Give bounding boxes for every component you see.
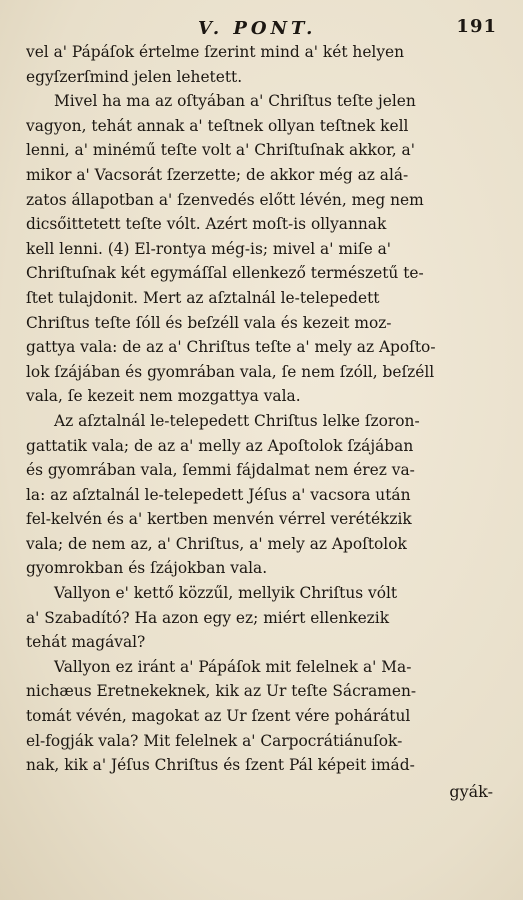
text-line: egyſzerſmind jelen lehetett.	[26, 67, 243, 86]
text-line: gattya vala: de az a' Chriſtus teſte a' mely az Apoſto-	[26, 338, 436, 357]
text-line: tehát magával?	[26, 633, 146, 652]
catchword: gyák-	[449, 781, 493, 801]
text-line: lenni, a' minémű teſte volt a' Chriſtuſnak akkor, a'	[26, 141, 415, 160]
text-line: vel a' Pápáſok értelme ſzerint mind a' két helyen	[26, 43, 405, 61]
text-line: nak, kik a' Jéſus Chriſtus és ſzent Pál képeit imád-	[26, 756, 415, 775]
text-line: Vallyon ez iránt a' Pápáſok mit felelnek a' Ma-	[54, 657, 412, 676]
text-line: vagyon, tehát annak a' teſtnek ollyan teſtnek kell	[26, 116, 409, 135]
text-line: tomát vévén, magokat az Ur ſzent vére pohárátul	[26, 707, 411, 726]
text-line: vala, ſe kezeit nem mozgattya vala.	[26, 387, 301, 406]
text-line: gattatik vala; de az a' melly az Apoſtolok ſzájában	[26, 436, 414, 455]
text-line: lok ſzájában és gyomrában vala, ſe nem ſzóll, beſzéll	[26, 362, 435, 381]
text-line: Vallyon e' kettő közzűl, mellyik Chriſtus vólt	[54, 584, 398, 603]
text-line: fel-kelvén és a' kertben menvén vérrel verétékzik	[26, 510, 412, 529]
text-line: a' Szabadító? Ha azon egy ez; miért ellenkezik	[26, 608, 390, 627]
text-line: nichæus Eretnekeknek, kik az Ur teſte Sácramen-	[26, 682, 417, 701]
text-line: dicsőittetett teſte vólt. Azért moſt-is ollyannak	[26, 215, 387, 234]
page-number: 191	[456, 16, 497, 37]
text-line: kell lenni. (4) El-rontya még-is; mivel a' miſe a'	[26, 239, 391, 258]
text-line: el-fogják vala? Mit felelnek a' Carpocrátiánuſok-	[26, 731, 403, 750]
running-header	[26, 14, 501, 40]
text-line: gyomrokban és ſzájokban vala.	[26, 559, 268, 578]
running-title: V. PONT.	[198, 18, 317, 39]
text-line: és gyomrában vala, ſemmi fájdalmat nem érez va-	[26, 461, 415, 480]
body-text	[26, 40, 501, 778]
text-line: ſtet tulajdonit. Mert az aſztalnál le-telepedett	[26, 288, 380, 307]
text-line: Az aſztalnál le-telepedett Chriſtus lelke ſzoron-	[54, 411, 420, 430]
text-line: Mivel ha ma az oſtyában a' Chriſtus teſte jelen	[54, 92, 416, 111]
text-line: vala; de nem az, a' Chriſtus, a' mely az Apoſtolok	[26, 534, 407, 553]
text-line: la: az aſztalnál le-telepedett Jéſus a' vacsora után	[26, 485, 411, 504]
text-line: mikor a' Vacsorát ſzerzette; de akkor még az alá-	[26, 165, 409, 184]
text-line: Chriſtus teſte ſóll és beſzéll vala és kezeit moz-	[26, 313, 392, 332]
text-line: zatos állapotban a' ſzenvedés előtt lévén, meg nem	[26, 190, 424, 209]
text-line: Chriſtuſnak két egymáſſal ellenkező természetű te-	[26, 264, 424, 283]
